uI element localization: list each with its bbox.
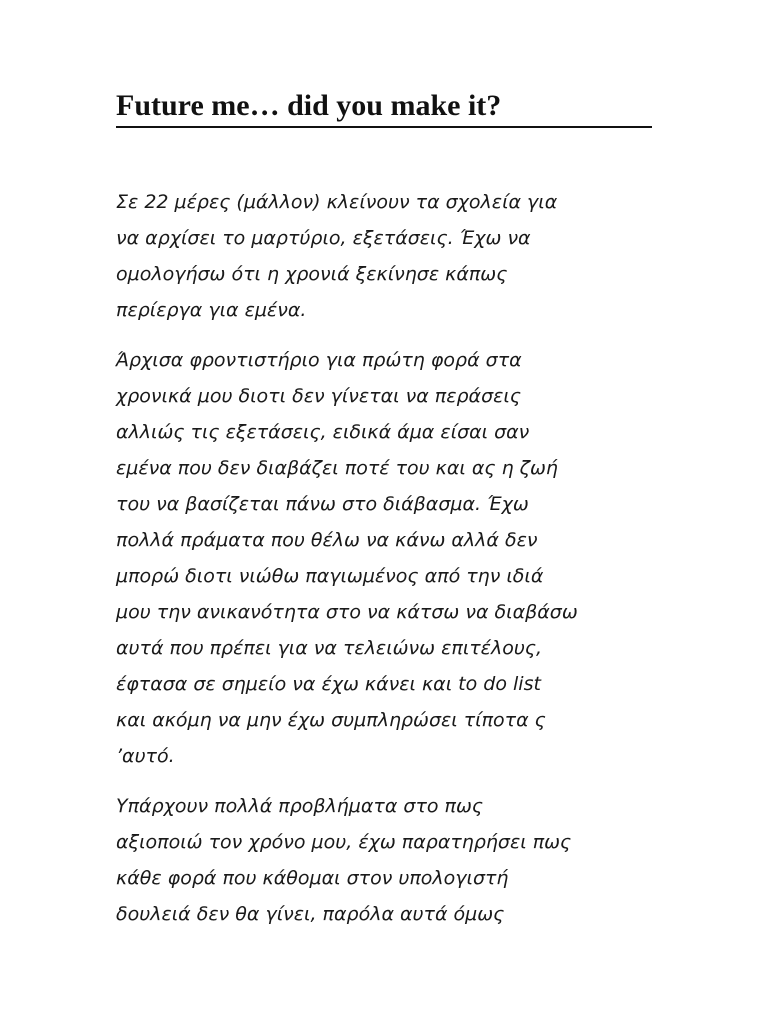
text-line: αυτά που πρέπει για να τελειώνω επιτέλους, — [116, 637, 543, 659]
title-block — [116, 88, 652, 128]
text-line: αξιοποιώ τον χρόνο μου, έχω παρατηρήσει πως — [116, 831, 572, 853]
text-line: μπορώ διοτι νιώθω παγιωμένος από την ιδιά — [116, 565, 544, 587]
text-line: Σε 22 μέρες (μάλλον) κλείνουν τα σχολεία για — [116, 191, 558, 213]
text-line: ’αυτό. — [116, 745, 175, 767]
page-title: Future me… did you make it? — [116, 89, 502, 122]
text-line: μου την ανικανότητα στο να κάτσω να διαβάσω — [116, 601, 578, 623]
text-line: δουλειά δεν θα γίνει, παρόλα αυτά όμως — [116, 903, 505, 925]
text-line: και ακόμη να μην έχω συμπληρώσει τίποτα ς — [116, 709, 546, 731]
text-line: χρονικά μου διοτι δεν γίνεται να περάσεις — [116, 385, 521, 407]
paragraph-3 — [116, 788, 656, 932]
text-line: αλλιώς τις εξετάσεις, ειδικά άμα είσαι σαν — [116, 421, 530, 443]
text-line: περίεργα για εμένα. — [116, 299, 307, 321]
text-line: να αρχίσει το μαρτύριο, εξετάσεις. Έχω να — [116, 227, 531, 249]
text-line: του να βασίζεται πάνω στο διάβασμα. Έχω — [116, 493, 529, 515]
text-line: Υπάρχουν πολλά προβλήματα στο πως — [116, 795, 484, 817]
text-line: πολλά πράματα που θέλω να κάνω αλλά δεν — [116, 529, 538, 551]
paragraph-2 — [116, 342, 656, 774]
paragraph-1 — [116, 184, 656, 328]
text-line: ομολογήσω ότι η χρονιά ξεκίνησε κάπως — [116, 263, 508, 285]
document-body — [116, 184, 656, 946]
text-line: κάθε φορά που κάθομαι στον υπολογιστή — [116, 867, 509, 889]
text-line: Άρχισα φροντιστήριο για πρώτη φορά στα — [116, 349, 522, 371]
text-line: εμένα που δεν διαβάζει ποτέ του και ας η ζωή — [116, 457, 558, 479]
text-line: έφτασα σε σημείο να έχω κάνει και to do list — [116, 673, 541, 695]
